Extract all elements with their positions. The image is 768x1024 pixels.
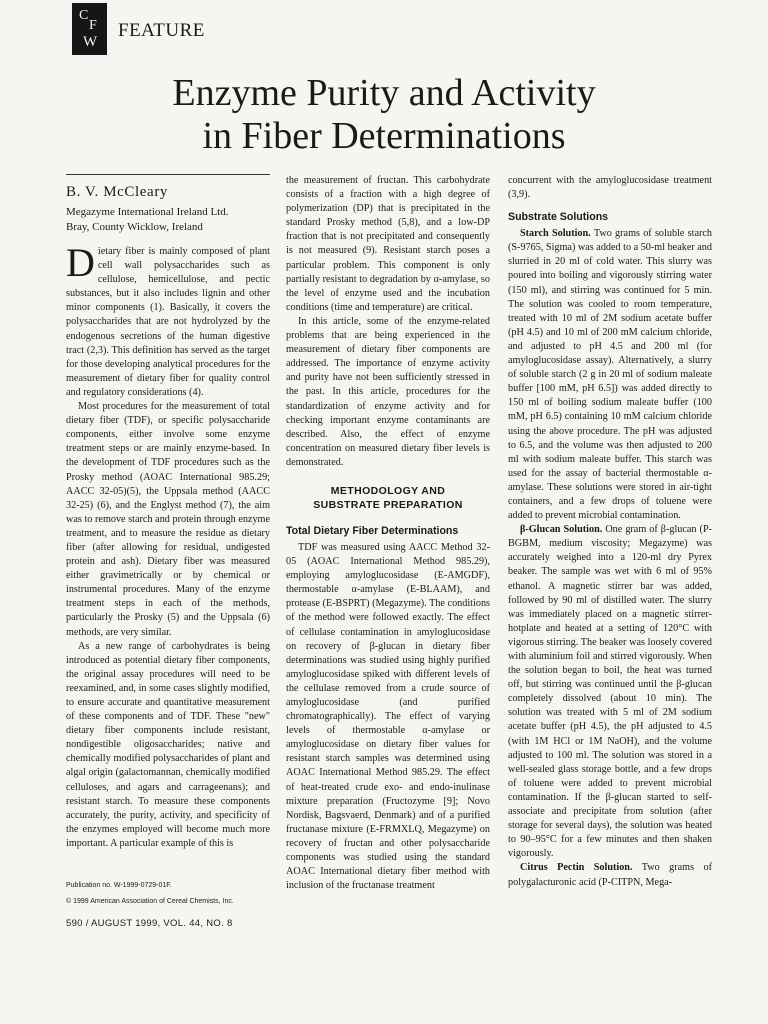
logo-letter-c: C bbox=[79, 8, 89, 23]
publication-number: Publication no. W-1999-0729-01F. bbox=[66, 882, 172, 889]
paragraph-text: Two grams of polygalacturonic acid (P-CITPN, Mega- bbox=[508, 862, 712, 888]
footnote bbox=[66, 878, 276, 910]
paragraph: concurrent with the amyloglucosidase treatment (3,9). bbox=[508, 175, 712, 201]
column-1 bbox=[66, 174, 270, 851]
runin-heading: β-Glucan Solution. bbox=[520, 524, 603, 536]
paragraph: In this article, some of the enzyme-related problems that are being experienced in the measurement of dietary fiber components are addressed. The importance of enzyme activity and purity have not been sufficiently stressed in the past. In this article, procedures for the standardization of enzyme activity and for checking important enzyme contaminants are described. Also, the effect of enzyme concentration on measured dietary fiber levels is demonstrated. bbox=[286, 315, 490, 468]
author-name: B. V. McCleary bbox=[66, 184, 169, 200]
paragraph-text: One gram of β-glucan (P-BGBM, medium viscosity; Megazyme) was accurately weighed into a 120-ml dry Pyrex beaker. The sample was wet with 6 ml of 95% ethanol. A magnetic stirrer bar was added, followed by 90 ml of distilled water. The slurry was immediately placed on a magnetic stirrer-hotplate and heated at a setting of 120°C with vigorous stirring. The beaker was loosely covered with aluminium foil and stirred vigorously. When the solution began to boil, the heat was turned off, but stirring was continued until the β-glucan completely dissolved (about 10 min). The solution was treated with 5 ml of 2M sodium acetate buffer (pH 4.5), the pH adjusted to 4.5 (with 1M HCl or 1M NaOH), and the volume adjusted to 100 ml. The solution was stored in a well-sealed glass storage bottle, and a few drops of toluene were added to prevent microbial contamination. If the β-glucan started to self-associate and precipitate from solution (after storage for several days), the solution was heated to 90–95°C for a few minutes and then shaken vigorously. bbox=[508, 524, 712, 860]
affiliation-line-2: Bray, County Wicklow, Ireland bbox=[66, 221, 203, 233]
affiliation-line-1: Megazyme International Ireland Ltd. bbox=[66, 206, 229, 218]
title-line-1: Enzyme Purity and Activity bbox=[172, 72, 596, 114]
section-heading-line-1: METHODOLOGY AND bbox=[330, 484, 446, 497]
paragraph bbox=[66, 240, 270, 400]
title-line-2: in Fiber Determinations bbox=[202, 115, 566, 157]
runin-heading: Starch Solution. bbox=[520, 228, 591, 240]
section-label: FEATURE bbox=[118, 20, 205, 41]
paragraph bbox=[508, 227, 712, 523]
paragraph bbox=[508, 523, 712, 861]
section-heading-line-2: SUBSTRATE PREPARATION bbox=[313, 498, 463, 511]
logo-letter-w: W bbox=[83, 34, 98, 50]
paragraph: Most procedures for the measurement of total dietary fiber (TDF), or specific polysaccharide components, either involve some enzyme treatment steps or are mainly enzyme-based. In the development of TDF procedures such as the Prosky method (AOAC International 985.29; AACC 32-05)(5), the Uppsala method (AACC 32-25) (6), and the Englyst method (7), the aim was to remove starch and protein through enzyme treatment, and to measure the residue as dietary fiber (after allowing for residual, undigested protein and ash). Dietary fiber was measured either gravimetrically or by chemical or instrumental procedures. Many of the enzyme treatment steps in each of the methods, particularly the Prosky (5) and the Uppsala (6) methods, are very similar. bbox=[66, 401, 270, 638]
page-folio: 590 / AUGUST 1999, VOL. 44, NO. 8 bbox=[66, 918, 233, 929]
paragraph-text: Two grams of soluble starch (S-9765, Sigma) was added to a 50-ml beaker and slurried in 20 ml of cold water. This slurry was poured into boiling and vigorously stirring water (150 ml), and stirring was continued for 5 min. The solution was cooled to room temperature, treated with 10 ml of 2M sodium acetate buffer (pH 4.5) and 10 ml of 200 mM calcium chloride, and adjusted to pH 4.5 and 200 ml (for amyloglucosidase assay). Alternatively, a slurry of soluble starch (2 g in 20 ml of sodium maleate buffer [100 mM, pH 6.5]) was added directly to 150 ml of boiling sodium maleate buffer (100 mM, pH 6.5) containing 10 mM calcium chloride using the above procedure. The pH was adjusted to 6.5, and the volume was then adjusted to 200 ml with sodium maleate buffer. This starch was used for the assay of bacterial thermostable α-amylase. These solutions were stored in air-tight containers, and a few drops of toluene were added to prevent microbial contamination. bbox=[508, 228, 712, 522]
subsection-heading: Total Dietary Fiber Determinations bbox=[286, 524, 459, 537]
paragraph: As a new range of carbohydrates is being introduced as potential dietary fiber components, the original assay procedures will need to be reexamined, and, in some cases slightly modified, to ensure accurate and quantitative measurement of these components and of TDF. These "new" dietary fiber components include resistant, nondigestible oligosaccharides; native and chemically modified polysaccharides of plant and algal origin (galactomannan, chemically modified celluloses, and agars and carrageenans); and resistant starch. To measure these components accurately, the purity, activity, and specificity of the enzymes employed will become much more important. A particular example of this is bbox=[66, 640, 270, 849]
author-rule bbox=[66, 174, 270, 175]
author-affiliation bbox=[66, 205, 270, 235]
drop-cap: D bbox=[66, 240, 95, 285]
journal-logo bbox=[72, 3, 107, 55]
column-3 bbox=[508, 174, 712, 890]
article-title bbox=[0, 72, 768, 158]
subsection-heading: Substrate Solutions bbox=[508, 211, 609, 224]
logo-letter-f: F bbox=[89, 18, 97, 33]
runin-heading: Citrus Pectin Solution. bbox=[520, 862, 633, 874]
column-2 bbox=[286, 174, 490, 893]
paragraph-text: ietary fiber is mainly composed of plant cell wall polysaccharides such as cellulose, hemicellulose, and pectic substances, but it also includes lignin and other minor components (1). Basically, it covers the polysaccharides that are not hydrolyzed by the endogenous secretions of the human digestive tract (2,3). This definition has served as the target for those developing analytical procedures for the measurement of dietary fiber for quality control and regulatory considerations (4). bbox=[66, 246, 270, 398]
copyright-notice: © 1999 American Association of Cereal Chemists, Inc. bbox=[66, 898, 234, 905]
section-heading bbox=[286, 484, 490, 512]
paragraph: TDF was measured using AACC Method 32-05 (AOAC International Method 985.29), employing amyloglucosidase (E-AMGDF), thermostable α-amylase (E-BLAAM), and protease (E-BSPRT) (Megazyme). The conditions of the method were followed exactly. The effect of cellulase contamination in amyloglucosidase on recovery of β-glucan in dietary fiber determinations was studied using highly purified amyloglucosidase spiked with different levels of the cellulase removed from a crude source of amyloglucosidase (and purified chromatographically). The effect of varying levels of thermostable α-amylase or amyloglucosidase on dietary fiber values for resistant starch samples was determined using AOAC International Method 985.29. The effect of heat-treated crude exo- and endo-inulinase mixture preparation (Fructozyme [9]; Novo Nordisk, Bagsvaerd, Denmark) and of a purified fructanase mixture (E-FRMXLQ, Megazyme) on recovery of fructan and other polysaccharide components was studied using the standard AOAC International dietary fiber method with inclusion of the fructanase treatment bbox=[286, 541, 490, 892]
paragraph: the measurement of fructan. This carbohydrate consists of a fraction with a high degree of polymerization (DP) that is precipitated in the standard Prosky method (5,8), and a low-DP fraction that is not precipitated and consequently is not measured (9). Resistant starch poses a particular problem. This component is only partially resistant to degradation by α-amylase, so the level of enzyme used and the incubation conditions (time and temperature) are critical. bbox=[286, 175, 490, 313]
paragraph bbox=[508, 861, 712, 889]
